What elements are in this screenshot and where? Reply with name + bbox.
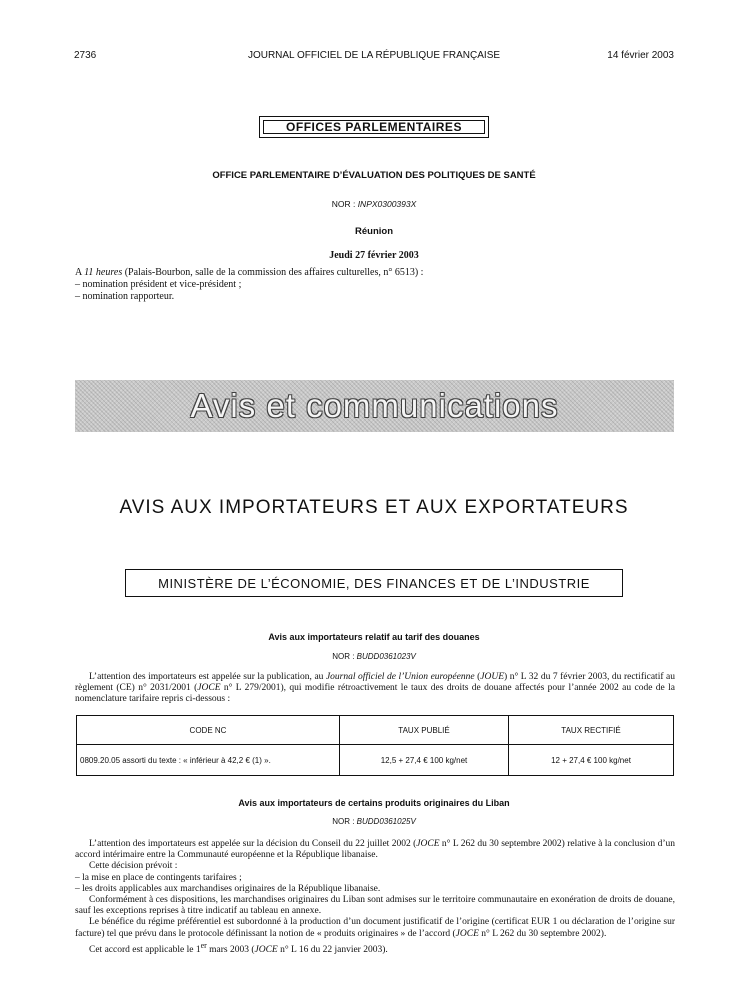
banner-title: Avis et communications — [190, 387, 559, 424]
table-cell: 12 + 27,4 € 100 kg/net — [509, 745, 674, 776]
section-title-box — [259, 116, 489, 138]
avis2-body — [75, 839, 675, 956]
table-cell: 12,5 + 27,4 € 100 kg/net — [340, 745, 509, 776]
avis2-title: Avis aux importateurs de certains produits originaires du Liban — [238, 798, 510, 808]
text-run: n° L 279/2001), qui modifie rétroactivement le taux des droits de douane affectés pour l’année 2002 au code de la nomenclature tarifaire repris ci-dessous : — [75, 683, 675, 704]
paragraph: Cette décision prévoit : — [89, 861, 178, 872]
table-header-row — [77, 716, 674, 745]
avis2-nor — [0, 817, 748, 826]
text-run: Journal officiel de l’Union européenne — [325, 672, 475, 682]
table-cell: 0809.20.05 assorti du texte : « inférieur à 42,2 € (1) ». — [77, 745, 340, 776]
nor-code: INPX0300393X — [357, 199, 417, 209]
text-run: ( — [474, 672, 481, 682]
time-prefix: A — [75, 267, 85, 278]
office-title: OFFICE PARLEMENTAIRE D’ÉVALUATION DES POLITIQUES DE SANTÉ — [212, 170, 536, 181]
agenda-item: – nomination rapporteur. — [75, 291, 175, 302]
nor-label: NOR : — [332, 652, 355, 661]
journal-title: JOURNAL OFFICIEL DE LA RÉPUBLIQUE FRANÇAISE — [247, 50, 501, 61]
paragraph — [75, 839, 675, 861]
text-run: n° L 16 du 22 janvier 2003). — [277, 944, 388, 955]
page-number: 2736 — [74, 50, 97, 61]
list-item: – les droits applicables aux marchandises originaires de la République libanaise. — [75, 883, 381, 894]
nor-label: NOR : — [331, 199, 356, 209]
text-run: JOUE — [480, 672, 504, 682]
text-run: n° L 262 du 30 septembre 2002). — [478, 928, 607, 939]
avis1-title: Avis aux importateurs relatif au tarif des douanes — [268, 632, 480, 642]
text-run: ) n° L 32 du 7 février 2003, du rectificatif au règlement (CE) n° 2031/2001 ( — [75, 672, 675, 693]
text-run: JOCE — [416, 839, 440, 849]
main-title: AVIS AUX IMPORTATEURS ET AUX EXPORTATEURS — [119, 497, 629, 518]
nor-code: BUDD0361023V — [356, 652, 416, 661]
avis1-nor — [0, 652, 748, 661]
agenda-item: – nomination président et vice-président ; — [75, 279, 242, 290]
superscript: er — [200, 940, 207, 950]
nor-code: BUDD0361025V — [356, 817, 416, 826]
reunion-details — [75, 267, 675, 303]
text-run: JOCE — [197, 683, 221, 693]
text-run: n° L 262 du 30 septembre 2002) relative à la conclusion d’un accord intérimaire entre la Communauté européenne et la République libanaise. — [75, 839, 675, 861]
text-run: Le bénéfice du régime préférentiel est subordonné à la production d’un document justificatif de l’origine (certificat EUR 1 ou déclaration de l’origine sur facture) tel que prévu dans le protocole définissant la notion de « produits originaires » de l’accord ( — [75, 917, 675, 939]
ministry-title: MINISTÈRE DE L’ÉCONOMIE, DES FINANCES ET DE L’INDUSTRIE — [158, 575, 590, 591]
text-run: mars 2003 ( — [206, 944, 255, 955]
text-run: JOCE — [455, 928, 479, 939]
ministry-box — [125, 569, 623, 597]
paragraph: Conformément à ces dispositions, les marchandises originaires du Liban sont admises sur le territoire communautaire en exonération de droits de douane, sauf les exceptions reprises à titre indicatif au tableau en annexe. — [75, 895, 675, 917]
list-item: – la mise en place de contingents tarifaires ; — [75, 872, 242, 883]
text-run: Cet accord est applicable le 1 — [89, 944, 201, 955]
reunion-heading: Réunion — [355, 226, 393, 237]
nor-label: NOR : — [332, 817, 355, 826]
section-title: OFFICES PARLEMENTAIRES — [286, 120, 462, 134]
paragraph — [75, 917, 675, 939]
header-date: 14 février 2003 — [607, 50, 674, 61]
text-run: L’attention des importateurs est appelée sur la décision du Conseil du 22 juillet 2002 ( — [89, 839, 417, 849]
reunion-time: 11 heures — [84, 267, 123, 278]
office-nor — [0, 199, 748, 209]
column-header: TAUX PUBLIÉ — [340, 716, 509, 745]
reunion-location: (Palais-Bourbon, salle de la commission des affaires culturelles, n° 6513) : — [122, 267, 424, 278]
tarif-table — [76, 715, 674, 776]
text-run: JOCE — [254, 944, 278, 955]
paragraph — [75, 940, 675, 956]
reunion-date: Jeudi 27 février 2003 — [329, 250, 419, 261]
avis-banner — [75, 380, 674, 432]
text-run: L’attention des importateurs est appelée sur la publication, au — [89, 672, 326, 682]
column-header: TAUX RECTIFIÉ — [509, 716, 674, 745]
column-header: CODE NC — [77, 716, 340, 745]
avis1-paragraph — [75, 672, 675, 705]
table-row — [77, 745, 674, 776]
